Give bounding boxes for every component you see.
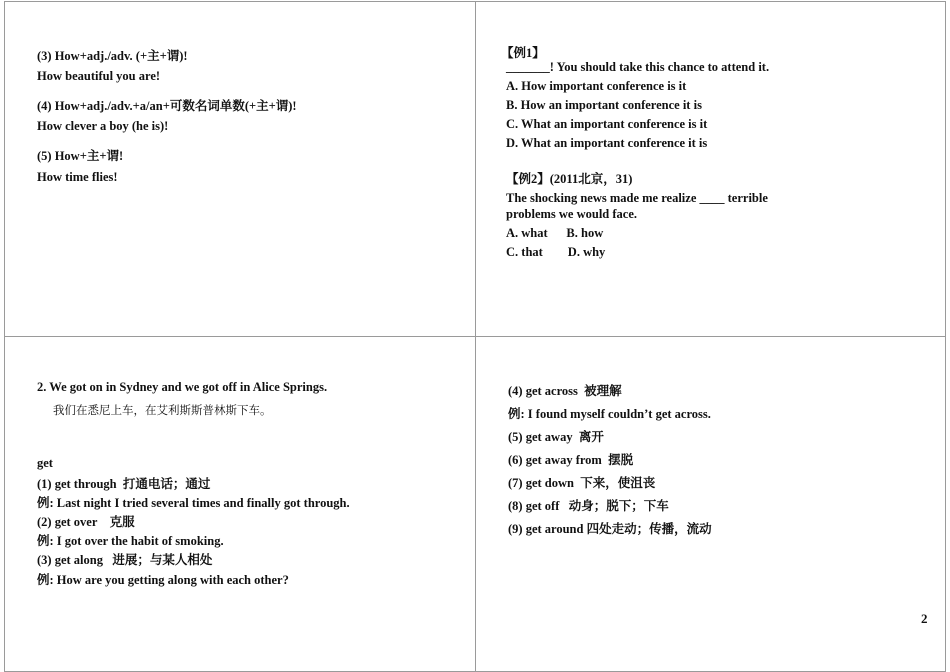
- pattern-4: (4) How+adj./adv.+a/an+可数名词单数(+主+谓)!: [37, 99, 297, 113]
- sentence-2-translation: 我们在悉尼上车，在艾利斯斯普林斯下车。: [53, 403, 272, 417]
- example-1-heading: 【例1】: [501, 46, 545, 60]
- pattern-3: (3) How+adj./adv. (+主+谓)!: [37, 49, 188, 63]
- example-2-question-line-1: The shocking news made me realize ____ terrible: [506, 191, 768, 205]
- get-over-example: 例: I got over the habit of smoking.: [37, 534, 224, 548]
- get-down: (7) get down 下来，使沮丧: [508, 476, 656, 490]
- get-away-from: (6) get away from 摆脱: [508, 453, 634, 467]
- page-number: 2: [921, 611, 928, 626]
- example-2-options-cd: C. that D. why: [506, 245, 606, 259]
- get-across-example: 例: I found myself couldn’t get across.: [508, 407, 711, 421]
- get-away: (5) get away 离开: [508, 430, 604, 444]
- option-d: D. What an important conference it is: [506, 136, 708, 150]
- get-across: (4) get across 被理解: [508, 384, 622, 398]
- get-over: (2) get over 克服: [37, 515, 135, 529]
- option-b: B. How an important conference it is: [506, 98, 702, 112]
- get-along: (3) get along 进展；与某人相处: [37, 553, 213, 567]
- example-5: How time flies!: [37, 170, 118, 184]
- option-c: C. What an important conference is it: [506, 117, 708, 131]
- example-2-question-line-2: problems we would face.: [506, 207, 638, 221]
- get-heading: get: [37, 456, 53, 470]
- pattern-5: (5) How+主+谓!: [37, 149, 124, 163]
- get-around: (9) get around 四处走动；传播，流动: [508, 522, 712, 536]
- get-off: (8) get off 动身；脱下；下车: [508, 499, 669, 513]
- example-2-heading: 【例2】(2011北京，31): [506, 172, 633, 186]
- example-3: How beautiful you are!: [37, 69, 161, 83]
- get-along-example: 例: How are you getting along with each other?: [37, 573, 289, 587]
- sentence-2: 2. We got on in Sydney and we got off in Alice Springs.: [37, 380, 328, 394]
- example-1-question: _______! You should take this chance to attend it.: [506, 60, 770, 74]
- example-2-options-ab: A. what B. how: [506, 226, 604, 240]
- get-through: (1) get through 打通电话；通过: [37, 477, 211, 491]
- slide-top-right: [475, 1, 946, 337]
- option-a: A. How important conference is it: [506, 79, 687, 93]
- get-through-example: 例: Last night I tried several times and finally got through.: [37, 496, 350, 510]
- example-4: How clever a boy (he is)!: [37, 119, 169, 133]
